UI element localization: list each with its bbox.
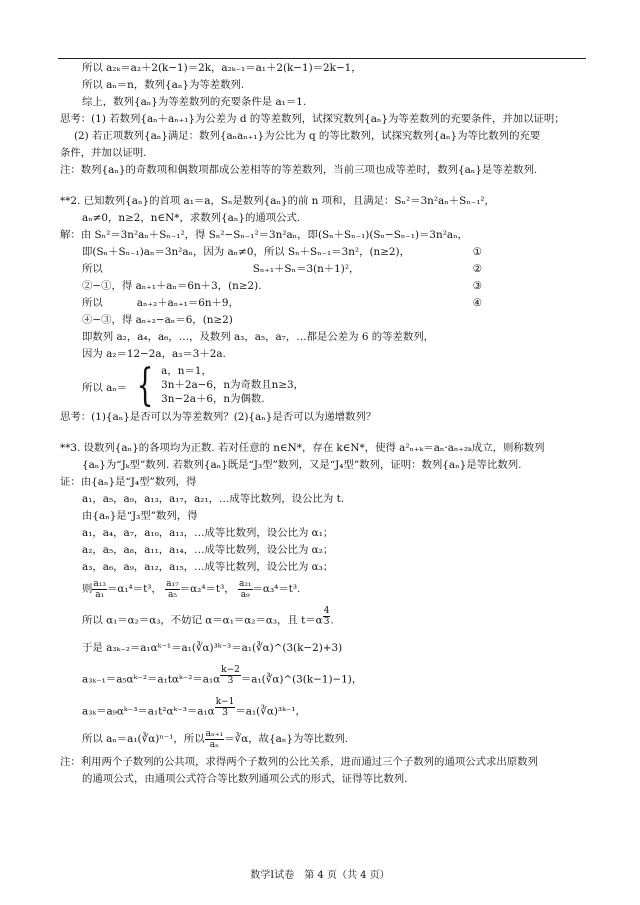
fraction [205,729,225,750]
equation-text: ＝∛α，故{aₙ}为等比数列. [224,733,349,746]
equation-line: 于是 a₃ₖ₋₂＝a₁αᵏ⁻¹＝a₁(∛α)³ᵏ⁻³＝a₁(∛α)^(3(k−2)+3) [82,642,343,655]
equation-line [60,665,586,690]
equation-row [60,246,586,259]
text-line: 即数列 a₂，a₄，a₆，…，及数列 a₃，a₅，a₇，…都是公差为 6 的等差数列， [82,331,435,343]
piecewise-cases [161,365,304,407]
problem-3-statement: {aₙ}为“Jₖ型”数列. 若数列{aₙ}既是“J₃型”数列，又是“J₄型”数列，证明：数列{aₙ}是等比数列. [82,459,522,471]
text-line: 由{aₙ}是“J₃型”数列，得 [82,510,198,522]
text-line: a₂，a₅，a₈，a₁₁，a₁₄，…成等比数列，设公比为 α₂； [82,544,334,556]
case-line: a，n＝1， [161,365,212,377]
header-rule [58,58,586,59]
fraction [220,665,241,686]
denominator: aₙ [209,739,220,750]
proof-line: 证：由{aₙ}是“J₄型”数列，得 [60,476,197,488]
text-line: 综上，数列{aₙ}为等差数列的充要条件是 a₁＝1. [82,96,307,108]
equation-line [60,697,586,722]
equation-text: 所以 α₁＝α₂＝α₃，不妨记 α＝α₁＝α₂＝α₃，且 t＝α [82,614,323,627]
thinking-line: (2) 若正项数列{aₙ}满足：数列{aₙaₙ₊₁}为公比为 q 的等比数列，试探究数列{aₙ}为等比数列的充要 [74,130,541,142]
left-brace: { [136,360,154,411]
numerator: a₁₃ [93,578,106,589]
equation-row [60,297,586,310]
case-line: 3n＋2a−6，n为奇数且n≥3， [161,379,305,391]
numerator: a₁₇ [166,578,179,589]
equation-marker: ② [472,263,482,275]
equation-text: a₃ₖ＝a₉αᵏ⁻³＝a₁t²αᵏ⁻³＝a₁α [82,705,215,718]
equation-marker: ④ [472,297,482,309]
text-line: ④−③，得 aₙ₊₂−aₙ＝6，(n≥2) [82,314,233,326]
equation-marker: ③ [472,280,482,292]
page-footer: 数学Ⅰ试卷 第 4 页（共 4 页） [250,870,390,881]
text-line: 所以 a₂ₖ＝a₂＋2(k−1)＝2k，a₂ₖ₋₁＝a₁＋2(k−1)＝2k−1， [82,62,362,74]
numerator: 4 [323,606,330,616]
text-line: a₁，a₄，a₇，a₁₀，a₁₃，…成等比数列，设公比为 α₁； [82,527,334,539]
equation-text: ＝α₃⁴＝t³. [252,583,301,595]
solution-line: 解：由 Sₙ²＝3n²aₙ＋Sₙ₋₁²，得 Sₙ²−Sₙ₋₁²＝3n²aₙ，即(Sₙ＋Sₙ₋₁)(Sₙ−Sₙ₋₁)＝3n²aₙ， [60,229,468,241]
text-line: 因为 a₂＝12−2a，a₃＝3＋2a. [82,348,226,360]
denominator: a₁ [95,589,105,600]
equation-text: Sₙ₊₁＋Sₙ＝3(n＋1)²， [252,263,360,275]
note-line: 的通项公式，由通项公式符合等比数列通项公式的形式，证得等比数列. [82,773,408,786]
thinking-line: 思考：(1){aₙ}是否可以为等差数列？(2){aₙ}是否可以为递增数列？ [60,411,377,423]
equation-row [60,263,586,276]
equation-text: aₙ₊₂＋aₙ₊₁＝6n＋9， [136,297,239,309]
note-line: 注：数列{aₙ}的奇数项和偶数项都成公差相等的等差数列，当前三项也成等差时，数列{aₙ}是等差数列. [60,164,538,176]
denominator: a₉ [240,589,250,600]
numerator: k−2 [221,665,240,676]
numerator: k−1 [215,696,235,707]
fraction [92,579,107,600]
equation-text: 所以 [82,297,103,309]
equation-text: 所以 [82,263,103,275]
equation-line [60,728,586,750]
ratio-equation [60,578,586,600]
numerator: a₂₁ [238,578,252,589]
equation-text: ＝a₁(∛α)³ᵏ⁻¹， [235,705,306,718]
fraction [323,606,331,627]
thinking-line: 思考：(1) 若数列{aₙ＋aₙ₊₁}为公差为 d 的等差数列，试探究数列{aₙ}为等差数列的充要条件，并加以证明； [60,113,565,125]
equation-text: 所以 aₙ＝a₁(∛α)ⁿ⁻¹，所以 [82,733,205,746]
fraction [165,579,180,600]
denominator: 3 [222,707,228,718]
equation-text: a₃ₖ₋₁＝a₅αᵏ⁻²＝a₁tαᵏ⁻²＝a₁α [82,673,221,686]
document-body [60,62,586,790]
text-line: a₁，a₅，a₉，a₁₃，a₁₇，a₂₁，…成等比数列，设公比为 t. [82,493,345,505]
denominator: 3 [323,617,330,627]
piecewise-label: 所以 aₙ＝ [82,381,128,394]
denominator: a₅ [167,589,177,600]
equation-row [60,280,586,293]
equation-line: 所以 α₁＝α₂＝α₃，不妨记 α＝α₁＝α₂＝α₃，且 t＝α $^{\frac{4}{3}}$ . [82,606,334,627]
text-line: 所以 aₙ＝n，数列{aₙ}为等差数列. [82,79,245,91]
equation-text: ＝α₁⁴＝t³， [106,583,162,595]
equation-marker: ① [472,246,482,258]
problem-2-statement: aₙ≠0，n≥2，n∈N*，求数列{aₙ}的通项公式. [82,212,301,224]
problem-3-statement: **3. 设数列{aₙ}的各项均为正数. 若对任意的 n∈N*，存在 k∈N*，使得 a²ₙ₊ₖ＝aₙ·aₙ₊₂ₖ成立，则称数列 [60,442,545,454]
fraction [238,579,253,600]
note-line: 注：利用两个子数列的公共项，求得两个子数列的公比关系，进而通过三个子数列的通项公式求出原数列 [60,756,538,769]
thinking-line: 条件，并加以证明. [60,147,147,159]
fraction [215,697,236,718]
equation-text: ②−①，得 aₙ₊₁＋aₙ＝6n＋3，(n≥2). [82,280,262,292]
case-line: 3n−2a＋6，n为偶数. [161,393,265,405]
numerator: aₙ₊₁ [205,728,224,739]
equation-text: 即(Sₙ＋Sₙ₋₁)aₙ＝3n²aₙ，因为 aₙ≠0，所以 Sₙ＋Sₙ₋₁＝3n²，(n≥2)， [82,246,410,258]
denominator: 3 [227,676,234,687]
piecewise-formula [60,360,586,411]
equation-text: 则 [82,583,93,595]
equation-text: ＝a₁(∛α)^(3(k−1)−1)， [240,673,363,686]
problem-2-statement: **2. 已知数列{aₙ}的首项 a₁＝a，Sₙ是数列{aₙ}的前 n 项和，且满足：Sₙ²＝3n²aₙ＋Sₙ₋₁²， [60,195,495,207]
equation-text: ＝α₂⁴＝t³， [179,583,235,595]
text-line: a₃，a₆，a₉，a₁₂，a₁₅，…成等比数列，设公比为 α₃； [82,561,334,573]
